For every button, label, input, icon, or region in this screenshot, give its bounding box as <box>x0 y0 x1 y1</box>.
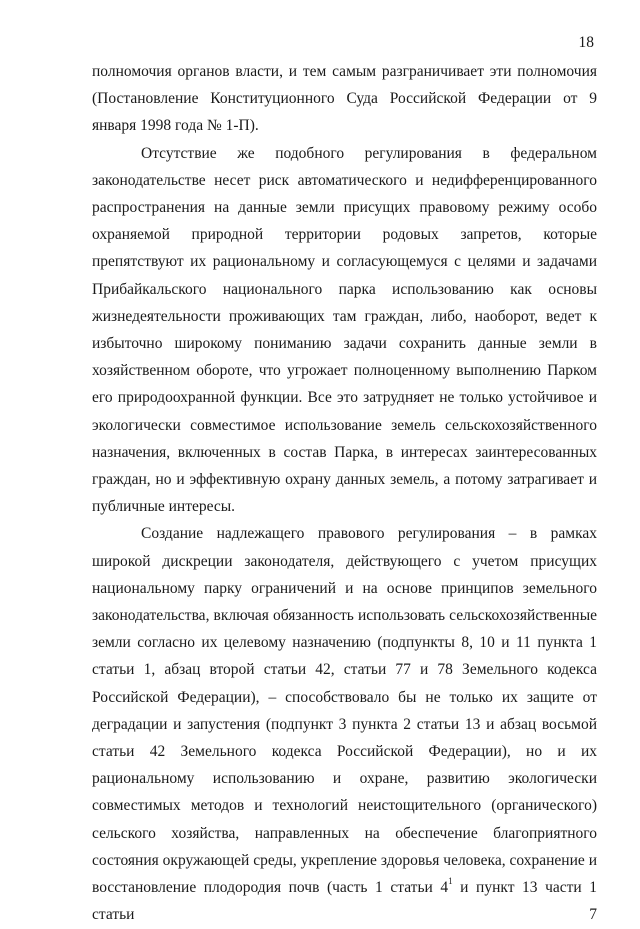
paragraph-absence-of-regulation: Отсутствие же подобного регулирования в федеральном законодательстве несет риск автоматического и недифференцированного распространения на данные земли присущих правовому режиму особо охраняемой природной территории родовых запретов, которые препятствуют их рациональному и согласующемуся с целями и задачами Прибайкальского национального парка использованию как основы жизнедеятельности проживающих там граждан, либо, наоборот, ведет к избыточно широкому пониманию задачи сохранить данные земли в хозяйственном обороте, что угрожает полноценному выполнению Парком его природоохранной функции. Все это затрудняет не только устойчивое и экологически совместимое использование земель сельскохозяйственного назначения, включенных в состав Парка, в интересах заинтересованных граждан, но и эффективную охрану данных земель, а потому затрагивает и публичные интересы. <box>92 144 597 516</box>
paragraph-text-tail: и пункт 13 части 1 статьи 7 <box>92 879 597 924</box>
article-superscript: 1 <box>448 876 453 887</box>
paragraph-continuation: полномочия органов власти, и тем самым разграничивает эти полномочия (Постановление Конституционного Суда Российской Федерации от 9 января 1998 года № 1-П). <box>92 63 597 135</box>
page-number: 18 <box>578 34 594 51</box>
paragraph-text-main: Создание надлежащего правового регулирования – в рамках широкой дискреции законодателя, действующего с учетом присущих национальному парку ограничений и на основе принципов земельного законодательства, включая обязанность использовать сельскохозяйственные земли согласно их целевому назначению (подпункты 8, 10 и 11 пункта 1 статьи 1, абзац второй статьи 42, статьи 77 и 78 Земельного кодекса Российской Федерации), – способствовало бы не только их защите от деградации и запустения (подпункт 3 пункта 2 статьи 13 и абзац восьмой статьи 42 Земельного кодекса Российской Федерации), но и их рациональному использованию и охране, развитию экологически совместимых методов и технологий неистощительного (органического) сельского хозяйства, направленных на обеспечение благоприятного состояния окружающей среды, укрепление здоровья человека, сохранение и восстановление плодородия почв (часть 1 статьи 4 <box>92 525 597 897</box>
paragraph-proper-regulation <box>92 520 597 928</box>
document-body <box>92 58 597 929</box>
